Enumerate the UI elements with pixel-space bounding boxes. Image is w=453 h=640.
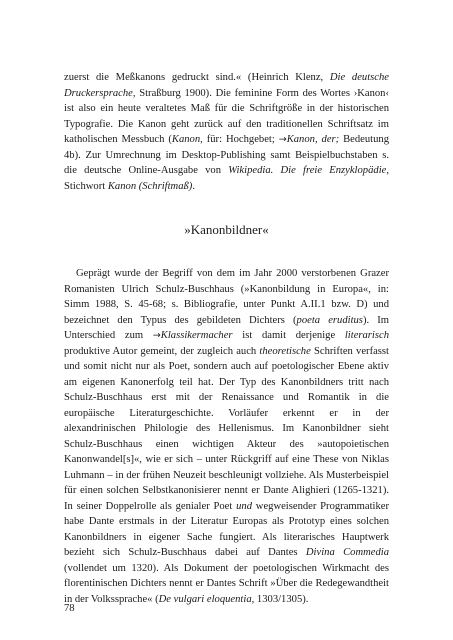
intro-text-5: , Stichwort — [64, 165, 389, 192]
body-text-1: Geprägt wurde der Begriff von dem im Jahr 2000 verstorbenen Grazer Romanisten Ulrich Schulz-Buschhaus (»Kanonbildung in Europa«, in: Simm 1988, S. 45-68; s. Bibliografie, unter Punkt A.II.1 bzw. D) und bezeichnet den Typus des gebildeten Dichters ( — [64, 268, 389, 326]
body-text-8: , 1303/1305). — [251, 593, 309, 605]
intro-cross-reference-kanon-der: Kanon, der; — [286, 134, 340, 145]
body-cross-reference-klassikermacher: Klassikermacher — [160, 330, 233, 341]
cross-reference-arrow-icon: → — [278, 134, 287, 145]
body-text-2: ). Im Unterschied zum — [64, 314, 390, 341]
body-text-5: Schriften verfasst und somit nicht nur als Poet, sondern auch auf poetologischer Ebene aktiv am eigenen Kanonerfolg teil hat. Der Typ des Kanonbildners tritt nach Schulz-Buschhaus erst mit der Renaissance und Romantik in die europäische Literaturgeschichte. Vorläufer erkennt er in der alexandrinischen Philologie des Hellenismus. Im Kanonbildner sieht Schulz-Buschhaus einen wichtigen Akteur des »autopoietischen Kanonwandel[s]«, wie er sich – unter Rückgriff auf eine These von Niklas Luhmann – in der frühen Neuzeit beschleunigt vollziehe. Als Musterbeispiel für einen solchen Selbstkanonisierer nennt er Dante Alighieri (1265-1321). In seiner Doppelrolle als genialer Poet — [64, 345, 389, 512]
intro-paragraph — [64, 70, 389, 194]
body-paragraph — [64, 266, 389, 607]
intro-text-4: Bedeutung 4b). Zur Umrechnung im Desktop-Publishing samt Beispielbuchstaben s. die deutsche Online-Ausgabe von — [64, 134, 389, 176]
body-italic-divina-commedia: Divina Commedia — [305, 547, 389, 558]
body-italic-de-vulgari-eloquentia: De vulgari eloquentia — [158, 593, 252, 605]
intro-text-2: , Straßburg 1900). Die feminine Form des Wortes ›Kanon‹ ist also ein heute veraltetes Maß für die Schriftgröße in der historischen Typografie. Die Kanon geht zurück auf den traditionellen Schriftsatz im katholischen Messbuch ( — [64, 87, 389, 145]
intro-italic-wikipedia: Wikipedia. Die freie Enzyklopädie — [228, 165, 387, 176]
intro-italic-stichwort: Kanon (Schriftmaß) — [107, 180, 193, 192]
page-content — [64, 70, 389, 607]
body-text-7: (vollendet um 1320). Als Dokument der poetologischen Wirkmacht des florentinischen Dichters nennt er Dantes Schrift »Über die Redegewandtheit in der Volkssprache« ( — [64, 562, 389, 605]
intro-text-1: zuerst die Meßkanons gedruckt sind.« (Heinrich Klenz, — [64, 72, 330, 83]
body-italic-theoretische: theoretische — [259, 345, 311, 357]
intro-text-3: , für: Hochgebet; — [200, 134, 279, 145]
cross-reference-arrow-icon: → — [152, 330, 161, 341]
body-text-3: ist damit derjenige — [232, 330, 345, 341]
section-heading: »Kanonbildner« — [184, 222, 269, 237]
body-italic-poeta-eruditus: poeta eruditus — [296, 314, 363, 326]
intro-italic-book-title: Die deutsche Druckersprache — [64, 72, 389, 99]
body-italic-literarisch: literarisch — [344, 330, 389, 341]
intro-italic-kanon: Kanon — [171, 134, 201, 145]
body-italic-und: und — [236, 500, 253, 512]
body-text-6: wegweisender Programmatiker habe Dante erstmals in der Literatur Europas als Prototyp eines solchen Kanonbildners in eigener Sache fungiert. Als literarisches Hauptwerk bezieht sich Schulz-Buschhaus dabei auf Dantes — [64, 500, 390, 558]
intro-text-6: . — [192, 180, 195, 192]
body-text-4: produktive Autor gemeint, der zugleich auch — [64, 345, 260, 357]
page-number: 78 — [64, 603, 75, 614]
